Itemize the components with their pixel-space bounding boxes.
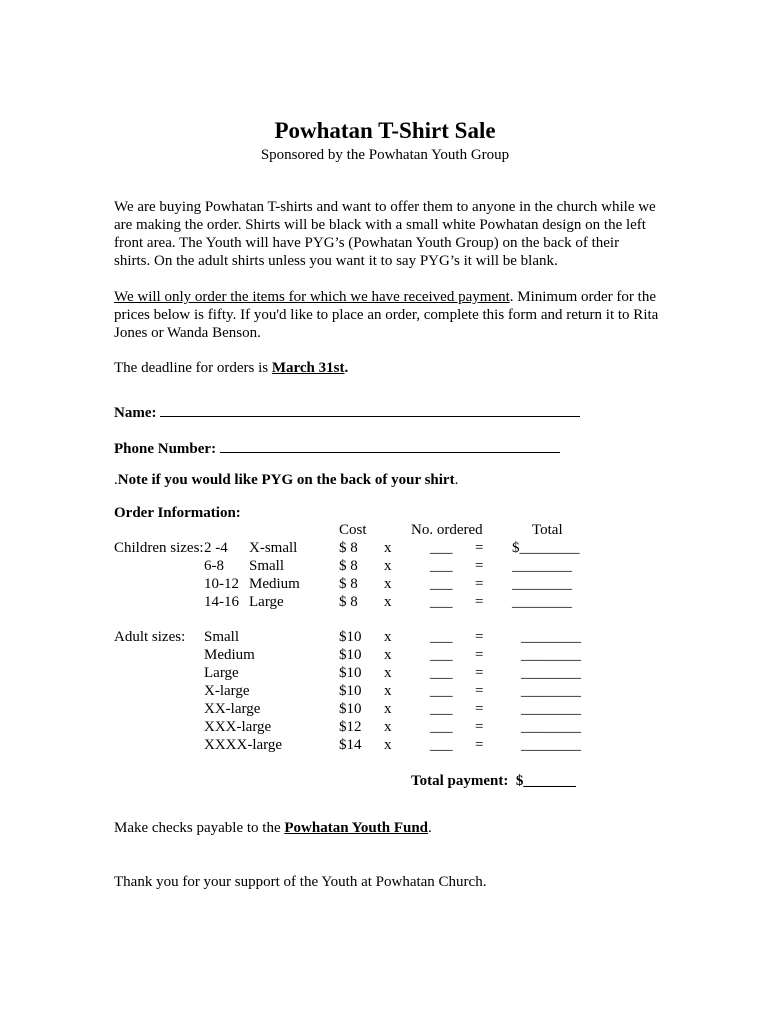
name-field[interactable] — [114, 403, 580, 422]
col-total-header: Total — [532, 522, 563, 538]
intro-paragraph: We are buying Powhatan T-shirts and want to offer them to anyone in the church while we are making the order. Shirts will be black with a small white Powhatan design on the left front area. The Youth will have PYG’s (Powhatan Youth Group) on the back of their shirts. On the adult shirts unless you want it to say PYG’s it will be blank. — [114, 199, 656, 269]
payment-policy-rest: . Minimum order for the prices below is fifty. If you'd like to place an order, complete this form and return it to Rita Jones or Wanda Benson. — [114, 289, 659, 341]
multiply-sign: x — [384, 558, 392, 574]
order-row-child — [0, 576, 770, 594]
equals-sign: = — [475, 629, 484, 645]
quantity-blank[interactable]: ___ — [430, 629, 453, 645]
page-subtitle: Sponsored by the Powhatan Youth Group — [260, 147, 510, 163]
line-total-blank[interactable]: ________ — [521, 665, 581, 681]
adult-sizes-label: Adult sizes: — [114, 629, 186, 645]
adult-size-name: Small — [204, 629, 240, 645]
child-size-name: Medium — [249, 576, 300, 592]
equals-sign: = — [475, 558, 484, 574]
order-row-adult — [0, 683, 770, 701]
quantity-blank[interactable]: ___ — [430, 647, 453, 663]
child-cost: $ 8 — [339, 558, 358, 574]
order-row-adult — [0, 665, 770, 683]
order-row-adult — [0, 719, 770, 737]
adult-cost: $14 — [339, 737, 362, 753]
adult-size-name: XX-large — [204, 701, 261, 717]
child-size-name: Large — [249, 594, 284, 610]
note-text: Note if you would like PYG on the back of your shirt — [117, 472, 455, 488]
deadline-prefix: The deadline for orders is — [114, 360, 272, 376]
quantity-blank[interactable]: ___ — [430, 719, 453, 735]
quantity-blank[interactable]: ___ — [430, 576, 453, 592]
quantity-blank[interactable]: ___ — [430, 737, 453, 753]
page-title: Powhatan T-Shirt Sale — [274, 118, 496, 143]
payment-policy-underlined: We will only order the items for which we have received payment — [114, 289, 510, 305]
line-total-blank[interactable]: $________ — [512, 540, 580, 556]
order-row-adult — [0, 647, 770, 665]
adult-cost: $10 — [339, 629, 362, 645]
child-cost: $ 8 — [339, 576, 358, 592]
multiply-sign: x — [384, 737, 392, 753]
line-total-blank[interactable]: ________ — [521, 629, 581, 645]
child-age-range: 6-8 — [204, 558, 224, 574]
multiply-sign: x — [384, 683, 392, 699]
note-prefix: . — [114, 472, 118, 488]
line-total-blank[interactable]: ________ — [521, 719, 581, 735]
line-total-blank[interactable]: ________ — [521, 737, 581, 753]
child-cost: $ 8 — [339, 594, 358, 610]
note-suffix: . — [454, 472, 459, 488]
equals-sign: = — [475, 719, 484, 735]
deadline-date: March 31st — [271, 360, 345, 376]
total-payment-value[interactable]: $_______ — [515, 773, 576, 789]
checks-payee: Powhatan Youth Fund — [284, 820, 429, 836]
multiply-sign: x — [384, 540, 392, 556]
child-size-name: X-small — [249, 540, 298, 556]
quantity-blank[interactable]: ___ — [430, 683, 453, 699]
adult-cost: $12 — [339, 719, 362, 735]
children-sizes-label: Children sizes: — [114, 540, 204, 556]
child-age-range: 14-16 — [204, 594, 239, 610]
equals-sign: = — [475, 737, 484, 753]
order-heading: Order Information: — [114, 505, 241, 521]
line-total-blank[interactable]: ________ — [521, 647, 581, 663]
checks-line — [114, 820, 432, 837]
adult-size-name: XXXX-large — [204, 737, 283, 753]
adult-size-name: Large — [204, 665, 239, 681]
line-total-blank[interactable]: ________ — [512, 576, 572, 592]
pyg-note — [114, 472, 458, 489]
child-cost: $ 8 — [339, 540, 358, 556]
order-row-child — [0, 558, 770, 576]
equals-sign: = — [475, 701, 484, 717]
name-label: Name: — [114, 405, 157, 421]
multiply-sign: x — [384, 576, 392, 592]
phone-field[interactable] — [114, 439, 560, 458]
total-payment — [411, 773, 576, 790]
multiply-sign: x — [384, 629, 392, 645]
checks-suffix: . — [428, 820, 432, 836]
quantity-blank[interactable]: ___ — [430, 665, 453, 681]
child-age-range: 10-12 — [204, 576, 239, 592]
order-row-adult — [0, 737, 770, 755]
order-row-adult — [0, 701, 770, 719]
equals-sign: = — [475, 594, 484, 610]
equals-sign: = — [475, 665, 484, 681]
quantity-blank[interactable]: ___ — [430, 540, 453, 556]
quantity-blank[interactable]: ___ — [430, 558, 453, 574]
adult-size-name: Medium — [204, 647, 255, 663]
adult-cost: $10 — [339, 701, 362, 717]
col-cost-header: Cost — [339, 522, 367, 538]
equals-sign: = — [475, 647, 484, 663]
multiply-sign: x — [384, 719, 392, 735]
checks-prefix: Make checks payable to the — [114, 820, 285, 836]
name-input-line[interactable] — [160, 403, 580, 417]
multiply-sign: x — [384, 647, 392, 663]
line-total-blank[interactable]: ________ — [512, 558, 572, 574]
order-table-header — [0, 522, 770, 540]
deadline-suffix: . — [344, 360, 349, 376]
phone-input-line[interactable] — [220, 439, 560, 453]
line-total-blank[interactable]: ________ — [521, 683, 581, 699]
line-total-blank[interactable]: ________ — [521, 701, 581, 717]
child-age-range: 2 -4 — [204, 540, 228, 556]
order-row-child — [0, 594, 770, 612]
multiply-sign: x — [384, 594, 392, 610]
equals-sign: = — [475, 540, 484, 556]
quantity-blank[interactable]: ___ — [430, 701, 453, 717]
child-size-name: Small — [249, 558, 285, 574]
total-payment-label: Total payment: — [411, 773, 509, 789]
quantity-blank[interactable]: ___ — [430, 594, 453, 610]
multiply-sign: x — [384, 665, 392, 681]
phone-label: Phone Number: — [114, 441, 217, 457]
adult-size-name: XXX-large — [204, 719, 272, 735]
thank-you-line: Thank you for your support of the Youth at Powhatan Church. — [114, 874, 487, 890]
order-row-adult — [0, 629, 770, 647]
equals-sign: = — [475, 576, 484, 592]
deadline-line — [114, 359, 659, 377]
adult-size-name: X-large — [204, 683, 250, 699]
col-no-ordered-header: No. ordered — [411, 522, 483, 538]
line-total-blank[interactable]: ________ — [512, 594, 572, 610]
adult-cost: $10 — [339, 647, 362, 663]
adult-cost: $10 — [339, 665, 362, 681]
multiply-sign: x — [384, 701, 392, 717]
payment-paragraph — [114, 288, 659, 342]
adult-cost: $10 — [339, 683, 362, 699]
equals-sign: = — [475, 683, 484, 699]
order-row-child — [0, 540, 770, 558]
